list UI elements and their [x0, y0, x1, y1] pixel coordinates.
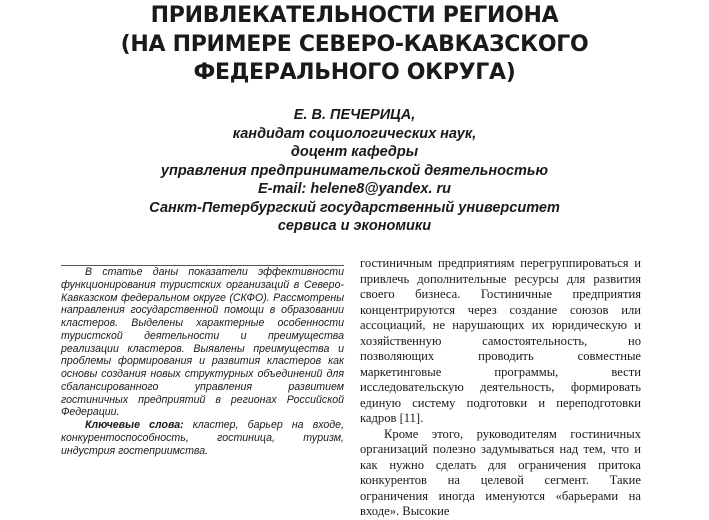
author-university-line-2: сервиса и экономики	[277, 218, 432, 234]
article-title	[0, 2, 709, 88]
keywords-text: кластер, барьер на входе, конкурентоспособность, гостиница, туризм, индустрия гостеприимства.	[61, 419, 345, 457]
body-column	[360, 256, 641, 520]
title-line-1: ПРИВЛЕКАТЕЛЬНОСТИ РЕГИОНА	[150, 3, 559, 28]
abstract-block	[61, 266, 344, 457]
author-degree: кандидат социологических наук,	[232, 125, 477, 142]
title-line-2: (НА ПРИМЕРЕ СЕВЕРО-КАВКАЗСКОГО	[120, 31, 589, 57]
keywords-label: Ключевые слова:	[85, 419, 184, 431]
body-paragraph-1: гостиничным предприятиям перегруппироваться и привлечь дополнительные ресурсы для развития своего бизнеса. Гостиничные предприятия концентрируются через создание союзов или ассоциаций, не нарушающих их юридическую и хозяйственную самостоятельность, но позволяющих проводить совместные маркетинговые программы, вести исследовательскую деятельность, формировать единую систему подготовки и переподготовки кадров [11].	[360, 256, 641, 425]
author-university-line-1: Санкт-Петербургский государственный университет	[149, 199, 560, 216]
author-department: управления предпринимательской деятельностью	[160, 162, 549, 179]
author-name: Е. В. ПЕЧЕРИЦА,	[293, 107, 416, 123]
abstract-text: В статье даны показатели эффективности функционирования туристских организаций в Северо-Кавказском федеральном округе (СКФО). Рассмотрены направления государственной помощи в образовании кластеров. Выделены характерные особенности туристской деятельности и преимущества реализации кластеров. Выявлены преимущества и проблемы формирования и развития кластеров как основы создания новых структурных объединений для сбалансированного управления развитием гостиничных предприятий в регионах Российской Федерации.	[61, 266, 344, 419]
body-paragraph-2: Кроме этого, руководителям гостиничных организаций полезно задумываться над тем, что и как нужно сделать для ограничения притока конкурентов на целевой сегмент. Такие ограничения иногда именуются «барьерами на входе». Высокие	[360, 426, 641, 518]
author-email: E-mail: helene8@yandex. ru	[257, 181, 452, 197]
title-line-3: ФЕДЕРАЛЬНОГО ОКРУГА)	[193, 60, 516, 85]
keywords-paragraph	[61, 419, 344, 457]
author-block	[0, 106, 709, 236]
author-position: доцент кафедры	[290, 144, 419, 160]
